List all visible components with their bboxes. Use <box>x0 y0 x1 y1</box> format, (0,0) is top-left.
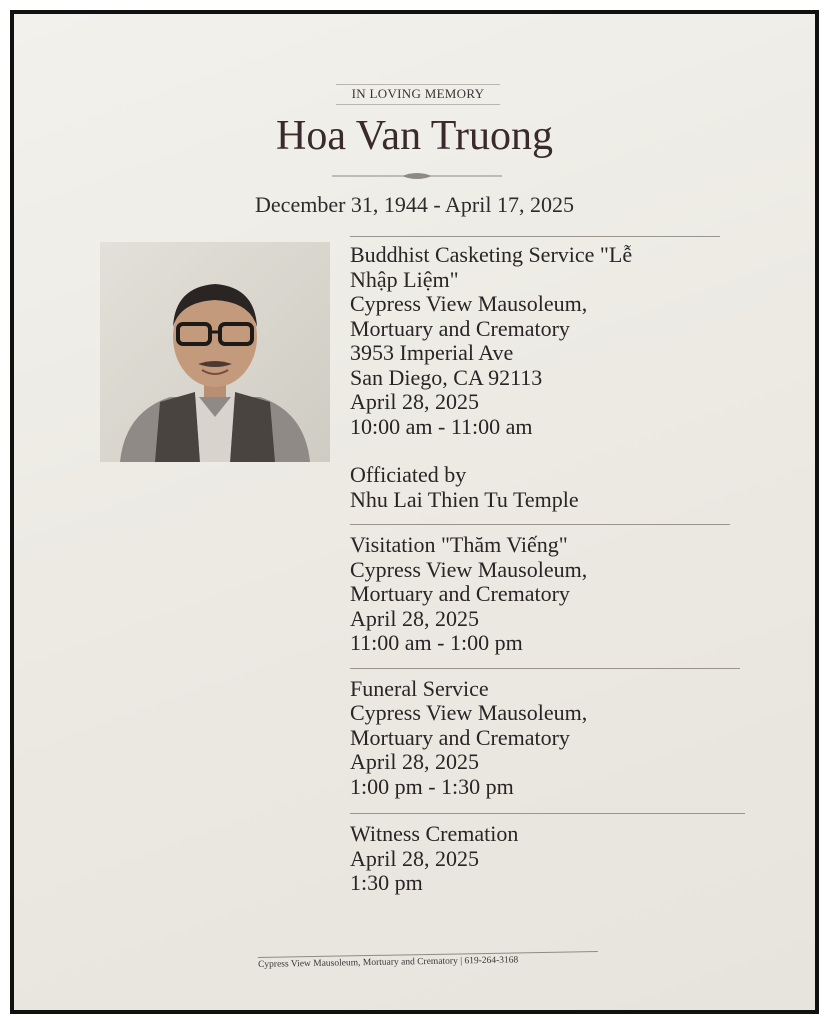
in-loving-memory-label: IN LOVING MEMORY <box>336 84 500 105</box>
footer-contact: Cypress View Mausoleum, Mortuary and Crematory | 619-264-3168 <box>258 951 598 970</box>
event-line: Visitation "Thăm Viếng" <box>350 532 568 557</box>
event-line: Cypress View Mausoleum, <box>350 700 588 725</box>
event-line: April 28, 2025 <box>350 389 479 414</box>
divider <box>350 668 740 669</box>
event-list <box>350 236 750 896</box>
event-line: April 28, 2025 <box>350 749 479 774</box>
event-line: Funeral Service <box>350 675 489 701</box>
event-line: Nhập Liệm" <box>350 266 459 292</box>
event-line: Mortuary and Crematory <box>350 315 570 341</box>
officiated-label: Officiated by <box>350 462 467 487</box>
event-witness-cremation <box>350 822 750 896</box>
life-dates: December 31, 1944 - April 17, 2025 <box>255 192 574 217</box>
event-line: Mortuary and Crematory <box>350 581 570 606</box>
event-funeral-service <box>350 677 750 800</box>
event-line: Witness Cremation <box>350 821 519 846</box>
event-line: 11:00 am - 1:00 pm <box>350 630 523 655</box>
portrait-photo <box>100 242 330 462</box>
event-line: Cypress View Mausoleum, <box>350 291 588 316</box>
divider <box>350 813 745 814</box>
deceased-name: Hoa Van Truong <box>276 113 553 159</box>
event-line: 1:30 pm <box>350 870 423 895</box>
event-visitation <box>350 533 750 656</box>
event-line: April 28, 2025 <box>350 605 479 631</box>
divider <box>350 524 730 525</box>
event-line: 10:00 am - 11:00 am <box>350 413 533 439</box>
event-line: April 28, 2025 <box>350 845 479 871</box>
event-casketing <box>350 243 750 512</box>
memorial-card <box>10 10 819 1014</box>
event-line: San Diego, CA 92113 <box>350 364 543 390</box>
spacer <box>350 439 750 463</box>
event-line: Buddhist Casketing Service "Lễ <box>350 242 633 267</box>
ornament-divider-icon <box>332 170 502 182</box>
event-line: 1:00 pm - 1:30 pm <box>350 773 514 799</box>
event-line: Cypress View Mausoleum, <box>350 556 588 582</box>
event-line: Mortuary and Crematory <box>350 724 570 750</box>
portrait-icon <box>100 242 330 462</box>
event-line: 3953 Imperial Ave <box>350 340 514 365</box>
officiated-by: Nhu Lai Thien Tu Temple <box>350 486 579 512</box>
divider <box>350 236 720 237</box>
